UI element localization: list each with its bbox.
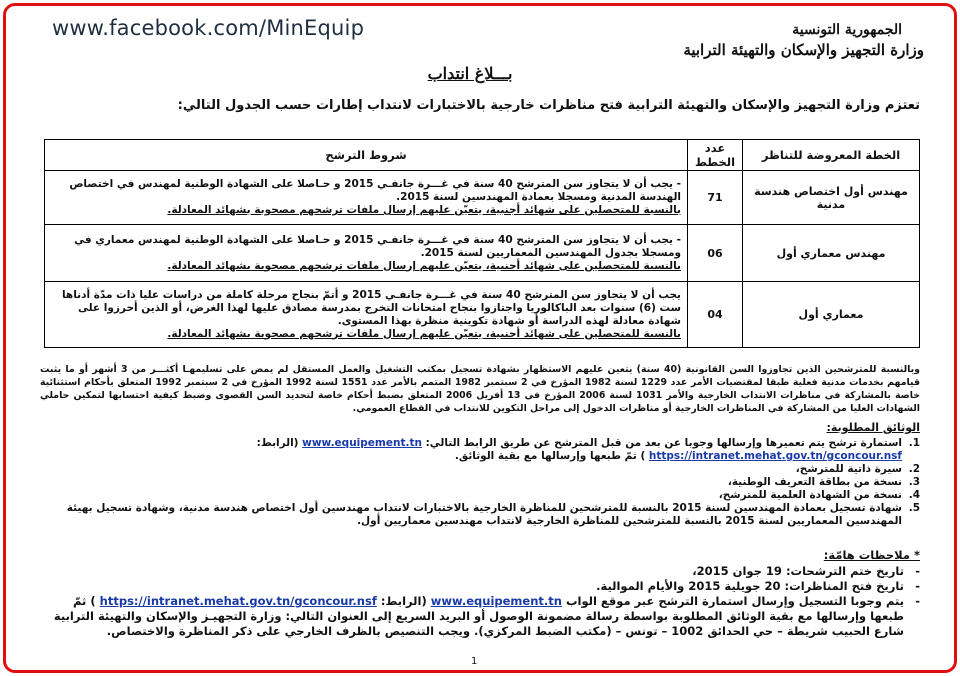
page-number: 1 <box>471 656 478 667</box>
foreign-degree-note: بالنسبة للمتحصلين على شهائد أجنبية، يتعيّن عليهم إرسال ملفات ترشحهم مصحوبة بشهائد المعادلة. <box>167 259 681 272</box>
republic-name: الجمهورية التونسية <box>792 22 902 38</box>
positions-table <box>44 139 920 348</box>
row-count: 71 <box>688 171 743 225</box>
row-post: مهندس معماري أول <box>743 225 920 282</box>
row-conditions <box>45 282 688 348</box>
conditions-text: يجب أن لا يتجاوز سن المترشح 40 سنة في غـــرة جانفـي 2015 و أتمّ بنجاح مرحلة كاملة من دراسات عليا ذات مدّة أدناها ست (6) سنوات بعد الباكالوريا واجتازوا بنجاح امتحانات التخرج بمدرسة مصادق عليها لهذا الغرض، أو الذين أحرزوا على شهادة معادلة لهذه الدراسة أو شهادة تكوينية منظرة بهذا المستوى. <box>61 288 681 327</box>
submission-text-before: يتم وجوبا التسجيل وإرسال استمارة الترشح عبر موقع الواب <box>565 594 904 608</box>
table-header-row <box>45 140 920 171</box>
equipement-link[interactable]: www.equipement.tn <box>302 437 422 449</box>
item-number: 2. <box>908 463 920 475</box>
header-count: عدد الخطط <box>688 140 743 171</box>
documents-heading: الوثائق المطلوبة: <box>826 421 920 434</box>
age-exception-paragraph: وبالنسبة للمترشحين الذين تجاوزوا السن القانونية (40 سنة) يتعين عليهم الاستظهار بشهادة تسجيل بمكتب التشغيل والعمل المستقل لم يمض على تسليمهـا أكثـــر من 3 أشهر أو ما يثبت قيامهم بخدمات مدنية فعلية طبقا لمقتضيات الأمر عدد 1229 لسنة 1982 المؤرخ في 2 سبتمبر 1982 المتمم بالأمر عدد 1551 لسنة 1992 المؤرخ في 2 سبتمبر 1992 المتعلق بأحكام استثنائية خاصة بالمشاركة في مناظرات الانتداب الخارجية والأمر 1031 لسنة 2006 المؤرخ في 13 أفريل 2006 المتعلق بضبط أحكام خاصة لتحديد السن القصوى وضبط كيفية احتسابها لتمكين حاملي الشهادات العليا من المشاركة في المناظرات الخارجية أو مناظرات الدخول إلى مراحل التكوين للانتداب في القطاع العمومي. <box>40 364 921 414</box>
notes-list <box>40 564 920 639</box>
list-item <box>40 579 920 594</box>
item-text <box>30 437 902 463</box>
row-conditions <box>45 171 688 225</box>
item-text: نسخة من بطاقة التعريف الوطنية، <box>727 476 902 488</box>
dash-bullet: - <box>915 579 920 593</box>
opening-note: تاريخ فتح المناظرات: 20 جويلية 2015 والأيام الموالية. <box>596 579 904 593</box>
list-item <box>30 437 920 463</box>
item-number: 5. <box>908 502 920 514</box>
notes-heading: * ملاحظات هامّة: <box>823 548 920 562</box>
equipement-link[interactable]: www.equipement.tn <box>430 594 562 608</box>
intranet-link[interactable]: https://intranet.mehat.gov.tn/gconcour.nsf <box>648 450 902 462</box>
conditions-text: - يجب أن لا يتجاوز سن المترشح 40 سنة في غـــرة جانفـي 2015 و حـاصلا على الشهادة الوطنية لمهندس في اختصاص الهندسة المدنية ومسجلا بعمادة المهندسين لسنة 2015. <box>69 178 681 203</box>
item-text: سيرة ذاتية للمترشح، <box>795 463 902 475</box>
table-row <box>45 225 920 282</box>
item-number: 1. <box>908 437 920 449</box>
item-text-mid: (الرابط: <box>256 437 299 449</box>
ministry-name: وزارة التجهيز والإسكان والتهيئة الترابية <box>683 41 924 59</box>
row-count: 04 <box>688 282 743 348</box>
foreign-degree-note: بالنسبة للمتحصلين على شهائد أجنبية، يتعيّن عليهم إرسال ملفات ترشحهم مصحوبة بشهائد المعادلة. <box>167 327 681 340</box>
dash-bullet: - <box>915 564 920 578</box>
item-text-before: استمارة ترشح يتم تعميرها وإرسالها وجوبا عن بعد من قبل المترشح عن طريق الرابط التالي: <box>425 437 902 449</box>
list-item <box>30 502 920 528</box>
row-conditions <box>45 225 688 282</box>
row-post: معماري أول <box>743 282 920 348</box>
conditions-text: - يجب أن لا يتجاوز سن المترشح 40 سنة في غـــرة جانفـي 2015 و حـاصلا على الشهادة الوطنية لمهندس معماري في ومسجلا بجدول المهندسين المعماريين لسنة 2015. <box>74 233 681 259</box>
list-item <box>40 594 920 639</box>
item-number: 3. <box>908 476 920 488</box>
row-count: 06 <box>688 225 743 282</box>
facebook-watermark: www.facebook.com/MinEquip <box>52 16 365 40</box>
header-post: الخطة المعروضة للتناظر <box>743 140 920 171</box>
intranet-link[interactable]: https://intranet.mehat.gov.tn/gconcour.nsf <box>99 594 377 608</box>
item-number: 4. <box>908 489 920 501</box>
intro-sentence: تعتزم وزارة التجهيز والإسكان والتهيئة الترابية فتح مناظرات خارجية بالاختبارات لانتداب إطارات حسب الجدول التالي: <box>177 98 920 113</box>
notice-title: بـــلاغ انتداب <box>427 64 513 83</box>
item-text: نسخة من الشهادة العلمية للمترشح، <box>718 489 902 501</box>
list-item <box>30 463 920 476</box>
dash-bullet: - <box>915 594 920 608</box>
submission-text-after: ) ثمّ طبعها وإرسالها مع بقية الوثائق المطلوبة بواسطة رسالة مضمونة الوصول أو البريد السريع إلى العنوان التالي: وزارة التجهيـز والإسكان والتهيئة الترابية شارع الحبيب شريطة – حي الحدائق 1002 – تونس – (مكتب الضبط المركزي). ويجب التنصيص بالظرف الخارجي على ذكر المناظرة والاختصاص. <box>53 594 904 638</box>
item-text-after: ) ثمّ طبعها وإرسالها مع بقية الوثائق. <box>454 450 646 462</box>
submission-note <box>40 594 904 639</box>
submission-text-mid: (الرابط: <box>380 594 427 608</box>
row-post: مهندس أول اختصاص هندسة مدنية <box>743 171 920 225</box>
foreign-degree-note: بالنسبة للمتحصلين على شهائد أجنبية، يتعيّن عليهم إرسال ملفات ترشحهم مصحوبة بشهائد المعادلة. <box>167 204 681 216</box>
list-item <box>30 489 920 502</box>
documents-list <box>30 437 920 528</box>
table-row <box>45 171 920 225</box>
deadline-note: تاريخ ختم الترشحات: 19 جوان 2015، <box>692 564 904 578</box>
table-row <box>45 282 920 348</box>
list-item <box>30 476 920 489</box>
item-text: شهادة تسجيل بعمادة المهندسين لسنة 2015 بالنسبة للمترشحين للمناظرة الخارجية بالاختبارات لانتداب مهندسين أول اختصاص هندسة مدنية، وشهادة تسجيل بهيئة المهندسين المعماريين لسنة 2015 بالنسبة للمترشحين للمناظرة الخارجية لانتداب مهندسين معماريين أول. <box>66 502 902 527</box>
header-conditions: شروط الترشح <box>45 140 688 171</box>
list-item <box>40 564 920 579</box>
